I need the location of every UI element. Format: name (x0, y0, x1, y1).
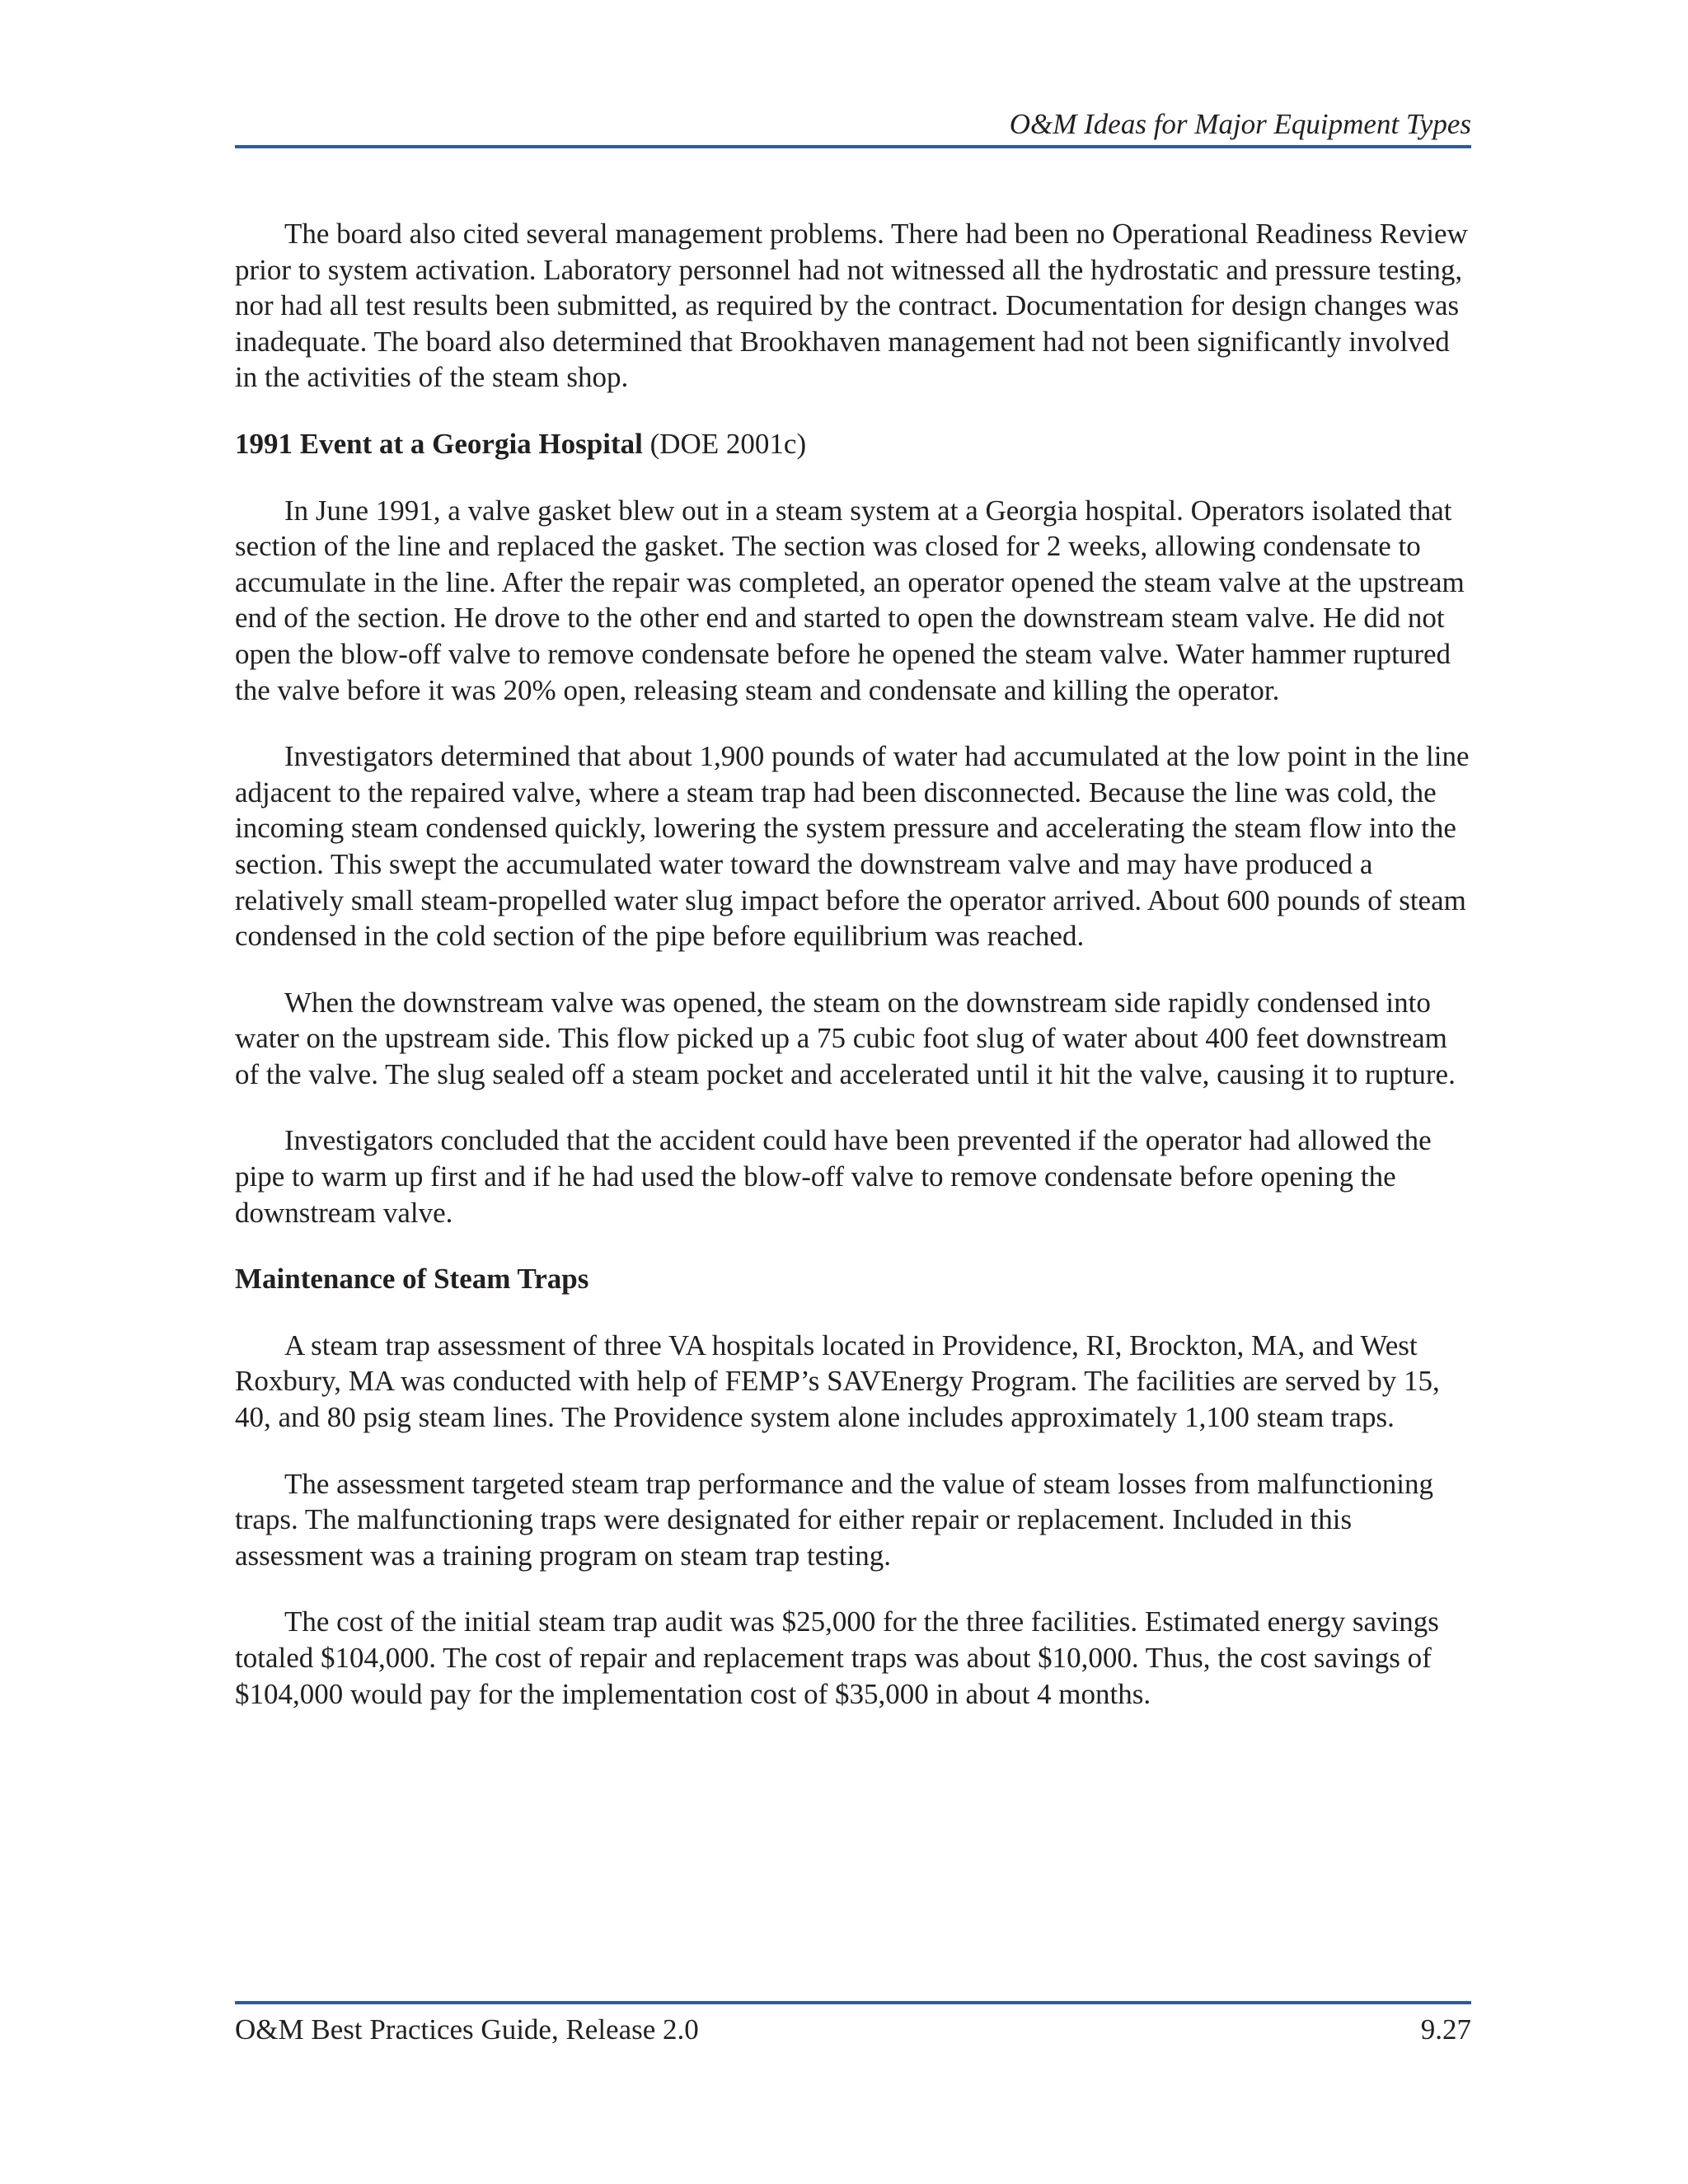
paragraph-investigation-findings: Investigators determined that about 1,900 pounds of water had accumulated at the low point in the line adjacent to the repaired valve, where a steam trap had been disconnected. Because the line was cold, the incoming steam condensed quickly, lowering the system pressure and accelerating the steam flow into the section. This swept the accumulated water toward the downstream valve and may have produced a relatively small steam-propelled water slug impact before the operator arrived. About 600 pounds of steam condensed in the cold section of the pipe before equilibrium was reached. (235, 740, 1470, 953)
paragraph-management-problems: The board also cited several management problems. There had been no Operational Readiness Review prior to system activation. Laboratory personnel had not witnessed all the hydrostatic and pressure testing, nor had all test results been submitted, as required by the contract. Documentation for design changes was inadequate. The board also determined that Brookhaven management had not been significantly involved in the activities of the steam shop. (235, 218, 1468, 394)
running-header: O&M Ideas for Major Equipment Types (1009, 108, 1471, 140)
footer-document-title: O&M Best Practices Guide, Release 2.0 (235, 2013, 699, 2046)
section-heading-citation: (DOE 2001c) (642, 427, 807, 460)
paragraph-assessment-targets: The assessment targeted steam trap performance and the value of steam losses from malfunctioning traps. The malfunctioning traps were designated for either repair or replacement. Included in this assessment was a training program on steam trap testing. (235, 1467, 1434, 1572)
page-content (235, 216, 1471, 1742)
paragraph-conclusion: Investigators concluded that the accident could have been prevented if the operator had allowed the pipe to warm up first and if he had used the blow-off valve to remove condensate before opening the downstream valve. (235, 1124, 1432, 1229)
section-heading-title: 1991 Event at a Georgia Hospital (235, 427, 643, 460)
paragraph-valve-gasket-event: In June 1991, a valve gasket blew out in a steam system at a Georgia hospital. Operators isolated that section of the line and replaced the gasket. The section was closed for 2 weeks, allowing condensate to accumulate in the line. After the repair was completed, an operator opened the steam valve at the upstream end of the section. He drove to the other end and started to open the downstream steam valve. He did not open the blow-off valve to remove condensate before he opened the steam valve. Water hammer ruptured the valve before it was 20% open, releasing steam and condensate and killing the operator. (235, 494, 1465, 706)
header-divider (235, 145, 1471, 148)
page-number: 9.27 (1420, 2013, 1471, 2046)
paragraph-downstream-valve: When the downstream valve was opened, the steam on the downstream side rapidly condensed into water on the upstream side. This flow picked up a 75 cubic foot slug of water about 400 feet downstream of the valve. The slug sealed off a steam pocket and accelerated until it hit the valve, causing it to rupture. (235, 986, 1456, 1090)
section-heading-steam-traps: Maintenance of Steam Traps (235, 1263, 589, 1296)
section-heading-georgia-hospital (235, 426, 1471, 462)
footer-divider (235, 2001, 1471, 2004)
paragraph-steam-trap-assessment: A steam trap assessment of three VA hospitals located in Providence, RI, Brockton, MA, and West Roxbury, MA was conducted with help of FEMP’s SAVEnergy Program. The facilities are served by 15, 40, and 80 psig steam lines. The Providence system alone includes approximately 1,100 steam traps. (235, 1329, 1440, 1434)
paragraph-cost-savings: The cost of the initial steam trap audit was $25,000 for the three facilities. Estimated energy savings totaled $104,000. The cost of repair and replacement traps was about $10,000. Thus, the cost savings of $104,000 would pay for the implementation cost of $35,000 in about 4 months. (235, 1605, 1439, 1710)
